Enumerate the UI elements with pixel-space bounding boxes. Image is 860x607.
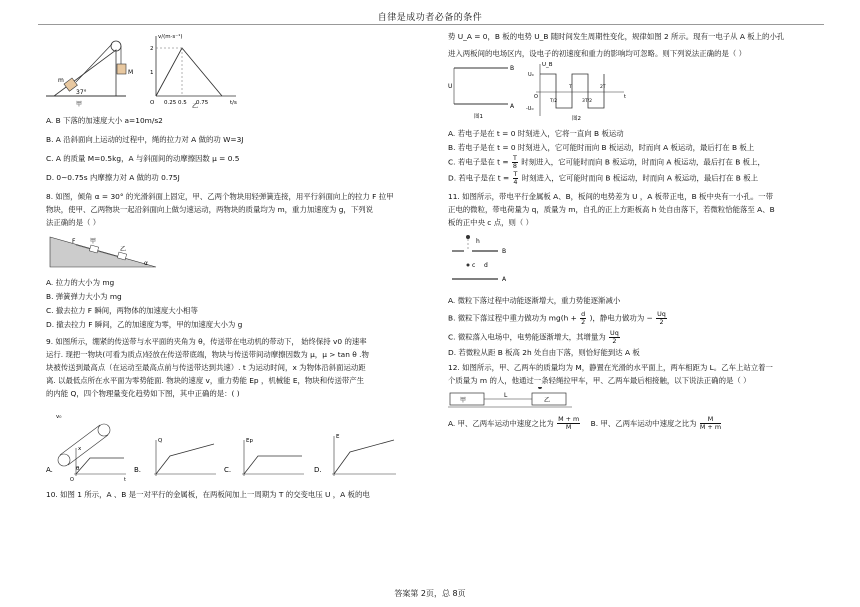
option-d[interactable]: D. 0~0.75s 内摩擦力对 A 做的功 0.75J	[46, 173, 180, 182]
q11-option-a[interactable]: A. 微粒下落过程中动能逐渐增大，重力势能逐渐减小	[448, 296, 621, 305]
q10-tick-0: T/2	[550, 99, 558, 104]
q10-d-den: 4	[513, 178, 518, 186]
q11-stem-2: 正电的微粒，带电荷量为 q，质量为 m，自孔的正上方距板高 h 处自由落下，若微粒恰能落至 A、B	[448, 205, 775, 214]
q10-c-num: T	[512, 155, 517, 162]
q10-stem: 10. 如图 1 所示，A 、B 是一对平行的金属板，在两板间加上一周期为 T 的交变电压 U ，A 板的电	[46, 490, 370, 499]
q9-o-label: O	[70, 477, 74, 482]
q9-graph-b-opt[interactable]: B.	[134, 466, 142, 474]
q8-option-a[interactable]: A. 拉力的大小为 mg	[46, 278, 115, 287]
q12-b-num: M	[700, 416, 721, 424]
q11-b-num2: Uq	[657, 311, 666, 318]
q9-graph-d-y: E	[336, 434, 340, 440]
option-a[interactable]: A. B 下落的加速度大小 a=10m/s2	[46, 116, 163, 125]
q12-figure	[448, 387, 588, 411]
q10-cap1: 图1	[474, 114, 483, 120]
q9-theta-label: θ	[76, 466, 80, 472]
q10-stem-1: 势 U_A = 0，B 板的电势 U_B 随时间发生周期性变化，规律如图 2 所示。现有一电子从 A 板上的小孔	[448, 32, 785, 41]
q10-tick-3: 2T	[600, 85, 606, 90]
incline-vt-svg	[46, 30, 426, 108]
q10-tick-1: T	[569, 85, 572, 90]
tick-x-0: 0.25	[164, 100, 177, 106]
origin-label: O	[150, 100, 155, 106]
question-8	[46, 190, 434, 331]
q11-c-pre: C. 微粒落入电场中，电势能逐渐增大，其增量为	[448, 332, 606, 342]
q12-yi-label: 乙	[544, 397, 551, 404]
q10-d-pre: D. 若电子是在 t =	[448, 173, 510, 183]
q9-graph-c-opt[interactable]: C.	[224, 466, 232, 474]
q11-b-fraction-1	[580, 311, 586, 326]
q11-stem-1: 11. 如图所示，带电平行金属板 A、B，板间的电势差为 U ，A 板带正电，B 板中央有一小孔。一带	[448, 192, 773, 201]
q11-option-b[interactable]	[448, 311, 828, 326]
q8-yi-label: 乙	[120, 246, 127, 253]
q11-b-num: d	[581, 311, 586, 318]
q11-b-fraction-2	[656, 311, 667, 326]
q8-figure	[46, 229, 186, 271]
q11-c-fraction	[609, 330, 620, 345]
angle-label: 37°	[76, 89, 87, 96]
q11-b-pre: B. 微粒下落过程中重力做功为 mg(h +	[448, 313, 577, 323]
q12-a-den: M	[565, 423, 572, 431]
q12-b-den: M + m	[699, 423, 722, 431]
q9-v0-label: v₀	[56, 414, 62, 420]
q11-b-den2: 2	[659, 318, 664, 326]
m-label: m	[58, 77, 64, 84]
q10-d-post: 时刻进入，它可能时而向 B 板运动，时而向 A 板运动，最后打在 B 板上	[521, 173, 758, 183]
q10-c-fraction	[512, 155, 518, 170]
q9-graph-b-y: Q	[158, 438, 163, 444]
q11-c-num: Uq	[610, 330, 619, 337]
q10-option-d[interactable]	[448, 171, 828, 186]
prev-question-options	[46, 114, 434, 184]
option-b[interactable]: B. A 沿斜面向上运动的过程中，绳的拉力对 A 做的功 W=3J	[46, 135, 244, 144]
q10-c-post: 时刻进入，它可能时而向 B 板运动，时而向 A 板运动，最后打在 B 板上，	[521, 157, 765, 167]
q11-B-label: B	[502, 248, 507, 255]
q8-option-b[interactable]: B. 弹簧弹力大小为 mg	[46, 292, 122, 301]
tick-y-0: 1	[150, 70, 154, 76]
question-9	[46, 335, 434, 486]
question-10-continued	[448, 30, 828, 186]
q9-graph-a-opt[interactable]: A.	[46, 466, 53, 474]
q10-o-label: O	[534, 94, 538, 100]
q9-stem-5: 的内能 Q，四个物理量变化趋势如下图，其中正确的是：( )	[46, 389, 240, 398]
q10-option-b[interactable]: B. 若电子是在 t = 0 时刻进入，它可能时而向 B 板运动，时而向 A 板运动，最后打在 B 板上	[448, 143, 755, 152]
q12-b-pre: B. 甲、乙两车运动中速度之比为	[590, 418, 697, 428]
q12-option-b[interactable]	[590, 416, 722, 431]
figure-incline-and-vt	[46, 30, 434, 108]
q12-options	[448, 416, 828, 431]
t-axis-label: t/s	[230, 100, 237, 106]
q10-U-label: U	[448, 83, 453, 90]
q9-figures	[46, 400, 434, 482]
page-footer: 答案第 2页，总 8页	[394, 589, 466, 598]
q11-b-mid: )，静电力做功为 −	[589, 313, 653, 323]
q8-stem-3: 法正确的是（ ）	[46, 218, 101, 227]
q8-stem-2: 物块，使甲、乙两物块一起沿斜面向上做匀速运动，两物块的质量均为 m，重力加速度为 g，下列说	[46, 205, 373, 214]
q11-c-den: 2	[612, 337, 617, 345]
option-c[interactable]: C. A 的质量 M=0.5kg，A 与斜面间的动摩擦因数 μ = 0.5	[46, 154, 240, 163]
q9-stem-3: 块被传送到最高点（在运动至最高点前与传送带达到共速）. t 为运动时间，x 为物体沿斜面运动距	[46, 363, 366, 372]
q12-a-pre: A. 甲、乙两车运动中速度之比为	[448, 418, 554, 428]
q10-stem-2: 进入两板间的电场区内，设电子的初速度和重力的影响均可忽略。则下列说法正确的是（ ）	[448, 49, 746, 58]
v-axis-label: v/(m·s⁻¹)	[158, 34, 183, 40]
tick-y-1: 2	[150, 46, 154, 52]
q11-A-label: A	[502, 276, 507, 283]
q10-c-pre: C. 若电子是在 t =	[448, 157, 509, 167]
q10-B-label: B	[510, 65, 515, 72]
q10-c-den: 8	[512, 162, 517, 170]
q12-a-num: M + m	[558, 416, 580, 423]
q10-figures	[448, 60, 828, 122]
q11-option-d[interactable]: D. 若微粒从距 B 板高 2h 处自由下落，则恰好能到达 A 板	[448, 348, 640, 357]
q9-graph-a-y: x	[78, 446, 82, 452]
right-column	[448, 30, 828, 432]
q9-graph-c-y: Ep	[246, 438, 253, 444]
tick-x-2: 0.75	[196, 100, 209, 106]
page-header: 自律是成功者必备的条件	[377, 13, 483, 23]
q11-h-label: h	[476, 238, 480, 245]
q12-b-fraction	[700, 416, 721, 431]
q12-L-label: L	[504, 392, 508, 399]
q12-stem-2: 个质量为 m 的人，他通过一条轻绳拉甲车，甲、乙两车最后相接触，以下说法正确的是（ ）	[448, 376, 751, 385]
q10-Ub-label: U_B	[542, 62, 553, 68]
q10-d-fraction	[513, 171, 519, 186]
q12-option-a[interactable]	[448, 416, 584, 431]
q8-option-d[interactable]: D. 撤去拉力 F 瞬间，乙的加速度为零，甲的加速度大小为 g	[46, 320, 243, 329]
q12-a-fraction	[557, 416, 580, 431]
q10-A-label: A	[510, 103, 515, 110]
tick-x-1: 0.5	[178, 100, 187, 106]
q10-mU0-label: -U₀	[526, 106, 534, 112]
question-11	[448, 190, 828, 359]
q12-jia-label: 甲	[460, 397, 467, 404]
question-12	[448, 361, 828, 431]
q10-option-a[interactable]: A. 若电子是在 t = 0 时刻进入，它将一直向 B 板运动	[448, 129, 624, 138]
left-column	[46, 30, 434, 501]
q10-d-num: T	[513, 171, 518, 178]
q9-graph-d-opt[interactable]: D.	[314, 466, 322, 474]
M-label: M	[128, 69, 134, 76]
q11-b-den: 2	[581, 318, 586, 326]
q11-stem-3: 板的正中央 c 点，则（ ）	[448, 218, 534, 227]
q11-figure	[448, 229, 568, 289]
q11-option-c[interactable]	[448, 330, 828, 345]
caption-jia: 甲	[76, 101, 83, 108]
q11-c-label: c	[472, 262, 476, 269]
q11-d-label: d	[484, 262, 488, 269]
q10-t-label: t	[624, 94, 626, 100]
q8-option-c[interactable]: C. 撤去拉力 F 瞬间，两物体的加速度大小相等	[46, 306, 198, 315]
q10-option-c[interactable]	[448, 155, 828, 170]
q12-stem-1: 12. 如图所示，甲、乙两车的质量均为 M，静置在光滑的水平面上，两车相距为 L。乙车上站立着一	[448, 363, 773, 372]
caption-yi: 乙	[192, 103, 199, 108]
q9-stem-4: 离. 以最低点所在水平面为零势能面. 物块的速度 v，重力势能 Ep ，机械能 E，物块和传送带产生	[46, 376, 365, 385]
q8-alpha-label: α	[144, 260, 148, 267]
header-rule	[38, 24, 824, 25]
q10-tick-2: 3T/2	[582, 99, 592, 104]
q8-F-label: F	[72, 238, 76, 245]
q9-stem-2: 运行. 现把一物块(可看为质点)轻放在传送带底端，物块与传送带间动摩擦因数为 μ，μ > tan θ .物	[46, 350, 369, 359]
question-10	[46, 488, 434, 501]
q10-cap2: 图2	[572, 116, 581, 122]
q9-stem-1: 9. 如图所示，绷紧的传送带与水平面的夹角为 θ，传送带在电动机的带动下， 始终保持 v0 的速率	[46, 337, 367, 346]
q10-U0-label: U₀	[528, 72, 534, 78]
q8-stem-1: 8. 如图，倾角 α = 30° 的光滑斜面上固定，甲、乙两个物块用轻弹簧连接，用平行斜面向上的拉力 F 拉甲	[46, 192, 394, 201]
q8-jia-label: 甲	[90, 238, 97, 245]
q9-t-label: t	[124, 477, 126, 482]
